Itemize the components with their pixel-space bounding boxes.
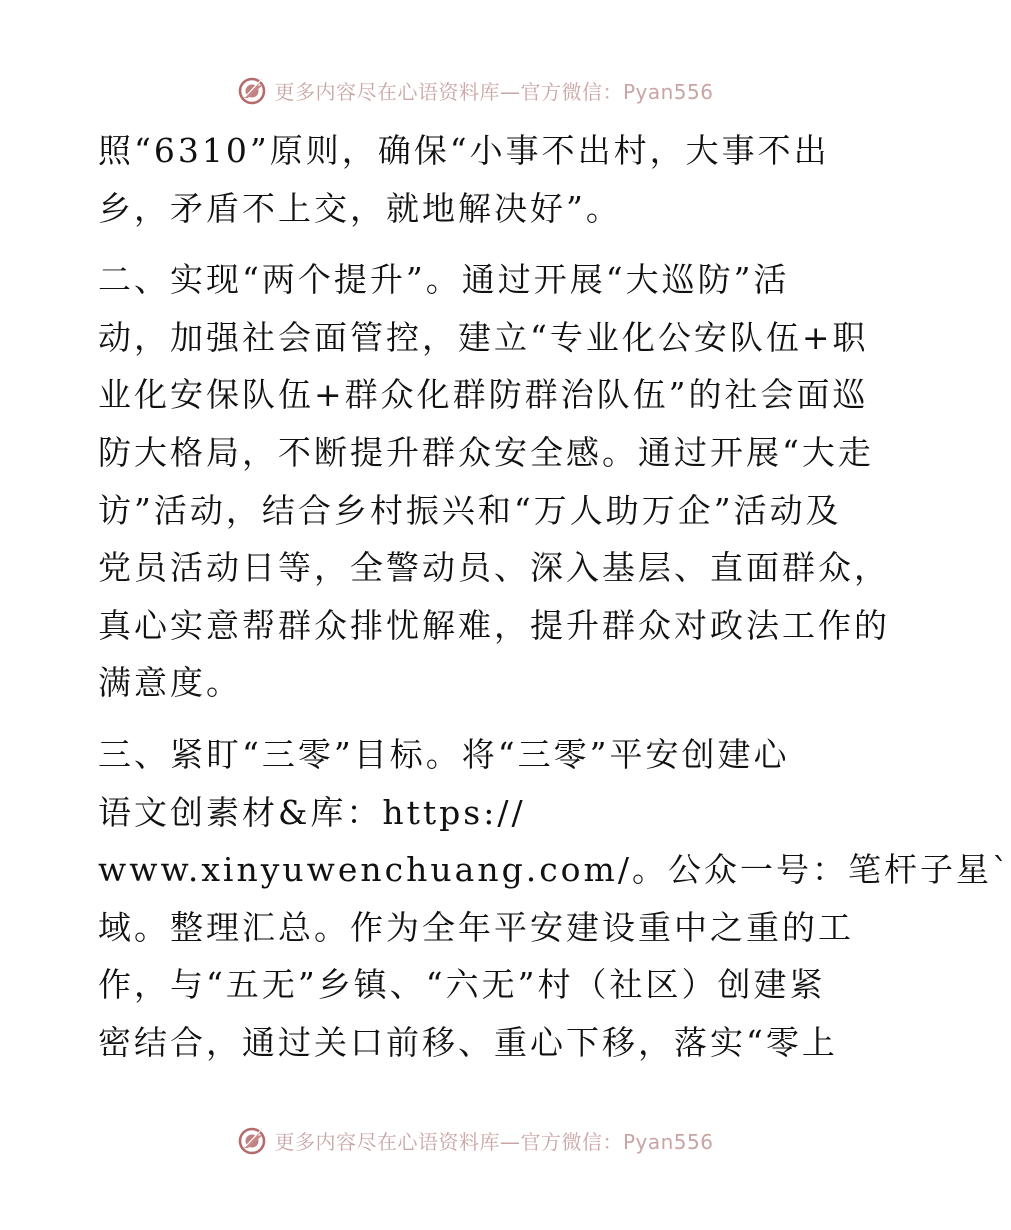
header-banner-text: 更多内容尽在心语资料库—官方微信：Pyan556: [274, 79, 714, 104]
feather-seal-logo-icon: [236, 1124, 268, 1156]
text-line: 防大格局，不断提升群众安全感。通过开展“大走: [98, 432, 874, 472]
feather-seal-logo-icon: [236, 74, 268, 106]
header-banner: [0, 73, 950, 107]
text-line: 域。整理汇总。作为全年平安建设重中之重的工: [98, 907, 854, 947]
document-body: [98, 122, 1011, 1072]
text-line: 照“6310”原则，确保“小事不出村，大事不出: [98, 131, 830, 170]
footer-banner-text: 更多内容尽在心语资料库—官方微信：Pyan556: [274, 1129, 714, 1154]
text-line: 作，与“五无”乡镇、“六无”村（社区）创建紧: [98, 965, 826, 1005]
text-line: www.xinyuwenchuang.com/。公众一号：笔杆子星`: [98, 850, 1011, 890]
text-line: 二、实现“两个提升”。通过开展“大巡防”活: [98, 260, 790, 300]
text-line: 访”活动，结合乡村振兴和“万人助万企”活动及: [98, 490, 842, 530]
text-line: 三、紧盯“三零”目标。将“三零”平安创建心: [98, 734, 790, 774]
text-line: 党员活动日等，全警动员、深入基层、直面群众，: [98, 548, 890, 588]
text-line: 真心实意帮群众排忧解难，提升群众对政法工作的: [98, 605, 890, 645]
footer-banner: [0, 1123, 950, 1157]
text-line: 乡，矛盾不上交，就地解决好”。: [98, 188, 622, 228]
text-line: 业化安保队伍+群众化群防群治队伍”的社会面巡: [98, 375, 869, 415]
text-line: 满意度。: [98, 663, 242, 703]
text-line: 语文创素材&库：https://: [98, 792, 526, 832]
text-line: 动，加强社会面管控，建立“专业化公安队伍+职: [98, 317, 869, 357]
text-line: 密结合，通过关口前移、重心下移，落实“零上: [98, 1022, 838, 1062]
